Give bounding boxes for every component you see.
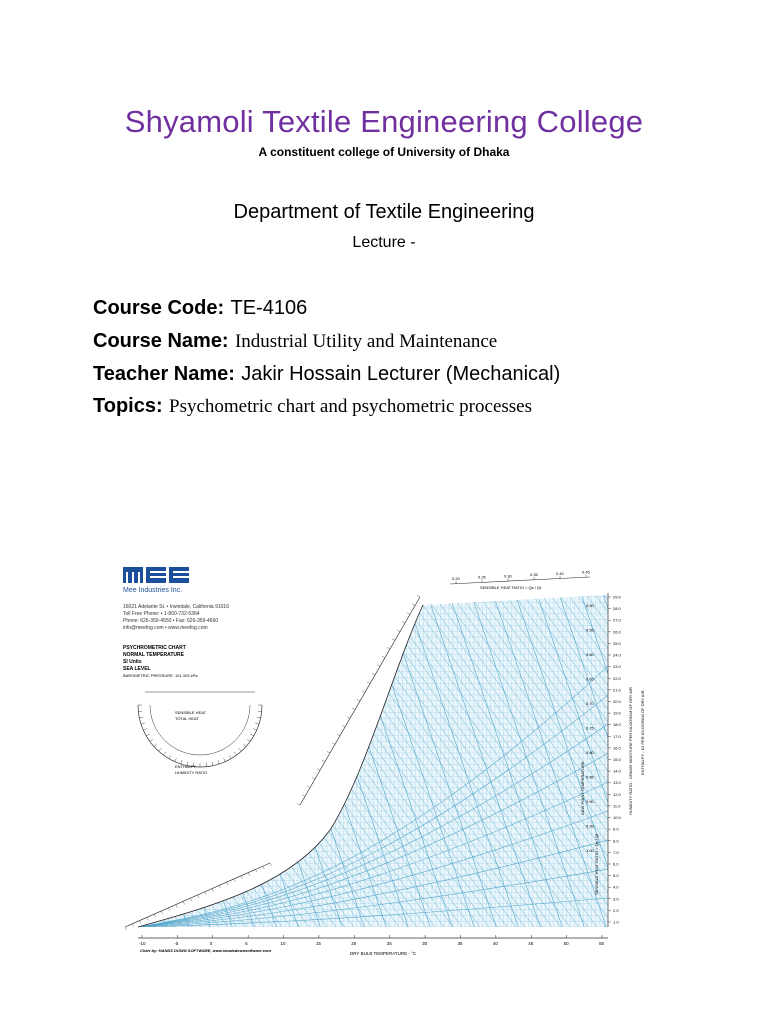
- mee-logo-icon: [123, 567, 189, 583]
- dry-bulb-axis-label: DRY BULB TEMPERATURE - °C: [350, 951, 417, 956]
- humidity-tick-label: 15.0: [613, 757, 621, 762]
- right-shr-tick-label: 0.85: [586, 774, 594, 780]
- right-shr-tick-label: 0.80: [586, 750, 594, 755]
- chart-credit: Chart by: HANDS DOWN SOFTWARE, www.handsdownsoftware.com: [140, 948, 271, 953]
- dry-bulb-tick-label: 10: [280, 941, 286, 946]
- humidity-tick-label: 22.0: [613, 675, 621, 681]
- right-shr-tick-label: 0.60: [586, 652, 594, 657]
- lecture-label: Lecture -: [352, 234, 416, 251]
- humidity-tick-label: 3.0: [613, 896, 619, 902]
- humidity-tick-label: 19.0: [613, 710, 621, 716]
- enthalpy-axis-label: ENTHALPY - KJ PER KILOGRAM OF DRY AIR: [640, 690, 645, 775]
- humidity-tick-label: 29.0: [613, 594, 621, 600]
- shr-top-label: SENSIBLE HEAT RATIO = Qs / Qt: [480, 585, 542, 590]
- dry-bulb-tick-label: 55: [599, 941, 605, 946]
- humidity-tick-label: 11.0: [613, 803, 621, 809]
- protractor-sensible-label: SENSIBLE HEAT: [175, 710, 207, 715]
- course-code-value: TE-4106: [230, 297, 308, 319]
- dry-bulb-tick-label: 25: [386, 941, 392, 946]
- psychrometric-chart-image: [120, 555, 650, 980]
- chart-title-line: SI Units: [123, 659, 142, 665]
- shr-top-tick-label: 0.30: [504, 573, 512, 579]
- dew-point-label: DEW POINT TEMPERATURE: [580, 761, 585, 815]
- course-code-row: [93, 295, 307, 320]
- right-shr-label: SENSIBLE HEAT RATIO = Qs / Qt: [594, 833, 599, 895]
- dry-bulb-tick-label: 40: [492, 941, 498, 946]
- right-shr-tick-label: 0.65: [586, 676, 594, 682]
- protractor-enthalpy-label: ENTHALPY: [175, 764, 197, 769]
- protractor-humidity-label: HUMIDITY RATIO: [175, 770, 208, 775]
- topics-value: Psychometric chart and psychometric processes: [169, 396, 532, 417]
- humidity-tick-label: 13.0: [613, 780, 621, 786]
- humidity-tick-label: 7.0: [613, 849, 619, 855]
- dry-bulb-tick-label: 45: [528, 941, 534, 946]
- humidity-axis-label: HUMIDITY RATIO - GRAMS MOISTURE PER KILOGRAM OF DRY AIR: [628, 687, 633, 815]
- protractor-total-label: TOTAL HEAT: [175, 716, 199, 721]
- address-line: Phone: 626-359-4550 • Fax: 626-359-4660: [123, 618, 219, 624]
- humidity-tick-label: 21.0: [613, 687, 621, 693]
- right-shr-tick-label: 0.95: [586, 823, 594, 829]
- teacher-value: Jakir Hossain Lecturer (Mechanical): [241, 363, 561, 385]
- college-subtitle: A constituent college of University of Dhaka: [258, 145, 510, 159]
- address-line: Toll Free Phone: • 1-800-732-5364: [123, 611, 200, 617]
- humidity-tick-label: 1.0: [613, 919, 619, 925]
- shr-top-tick-label: 0.35: [530, 572, 538, 578]
- teacher-label: Teacher Name:: [93, 363, 235, 385]
- humidity-tick-label: 18.0: [613, 722, 621, 728]
- humidity-tick-label: 23.0: [613, 664, 621, 670]
- chart-title-line: PSYCHROMETRIC CHART: [123, 645, 186, 651]
- teacher-row: [93, 361, 560, 386]
- right-shr-tick-label: 0.55: [586, 627, 594, 633]
- logo-company: Mee Industries Inc.: [123, 587, 183, 594]
- department-title: Department of Textile Engineering: [233, 201, 535, 223]
- dry-bulb-tick-label: -10: [139, 941, 146, 946]
- right-shr-tick-label: 0.75: [586, 725, 594, 731]
- dry-bulb-tick-label: 0: [209, 941, 213, 946]
- humidity-tick-label: 17.0: [613, 733, 621, 739]
- shr-top-tick-label: 0.40: [556, 570, 564, 576]
- humidity-tick-label: 9.0: [613, 826, 619, 832]
- dry-bulb-tick-label: 20: [351, 941, 357, 946]
- shr-top-tick-label: 0.45: [582, 569, 590, 575]
- dry-bulb-tick-label: 30: [422, 941, 428, 946]
- humidity-tick-label: 24.0: [613, 652, 621, 658]
- chart-title-line: BAROMETRIC PRESSURE: 101.325 kPa: [123, 673, 198, 678]
- humidity-tick-label: 27.0: [613, 617, 621, 623]
- humidity-tick-label: 16.0: [613, 745, 621, 751]
- topics-row: [93, 393, 532, 418]
- humidity-tick-label: 5.0: [613, 873, 619, 879]
- chart-title-line: NORMAL TEMPERATURE: [123, 652, 184, 658]
- dry-bulb-tick-label: 50: [563, 941, 569, 946]
- humidity-tick-label: 25.0: [613, 640, 621, 646]
- topics-label: Topics:: [93, 395, 163, 417]
- dry-bulb-tick-label: 5: [245, 941, 248, 946]
- dry-bulb-tick-label: 35: [457, 941, 463, 946]
- college-name: Shyamoli Textile Engineering College: [124, 104, 644, 139]
- humidity-tick-label: 10.0: [613, 815, 621, 821]
- address-line: info@meefog.com • www.meefog.com: [123, 625, 208, 631]
- right-shr-tick-label: 0.70: [586, 701, 594, 706]
- dry-bulb-tick-label: 15: [315, 941, 321, 946]
- humidity-tick-label: 14.0: [613, 768, 621, 774]
- humidity-tick-label: 6.0: [613, 861, 619, 867]
- humidity-tick-label: 26.0: [613, 629, 621, 635]
- shr-top-tick-label: 0.25: [478, 574, 486, 580]
- course-name-row: [93, 328, 497, 353]
- dry-bulb-tick-label: -5: [174, 941, 179, 946]
- address-line: 16021 Adelante St. • Irwindale, California 91016: [123, 604, 229, 610]
- humidity-tick-label: 8.0: [613, 838, 619, 844]
- right-shr-tick-label: 0.50: [586, 603, 594, 608]
- right-shr-tick-label: 0.90: [586, 799, 594, 804]
- humidity-tick-label: 12.0: [613, 791, 621, 797]
- course-name-label: Course Name:: [93, 330, 229, 352]
- course-name-value: Industrial Utility and Maintenance: [234, 331, 498, 352]
- humidity-tick-label: 4.0: [613, 884, 619, 890]
- course-code-label: Course Code:: [93, 297, 225, 319]
- psychrometric-chart-svg: [120, 555, 650, 980]
- shr-top-tick-label: 0.20: [452, 576, 460, 581]
- chart-title-line: SEA LEVEL: [123, 666, 151, 672]
- humidity-tick-label: 20.0: [613, 698, 621, 704]
- right-shr-tick-label: 1.00: [586, 848, 594, 853]
- humidity-tick-label: 28.0: [613, 606, 621, 612]
- humidity-tick-label: 2.0: [613, 907, 619, 913]
